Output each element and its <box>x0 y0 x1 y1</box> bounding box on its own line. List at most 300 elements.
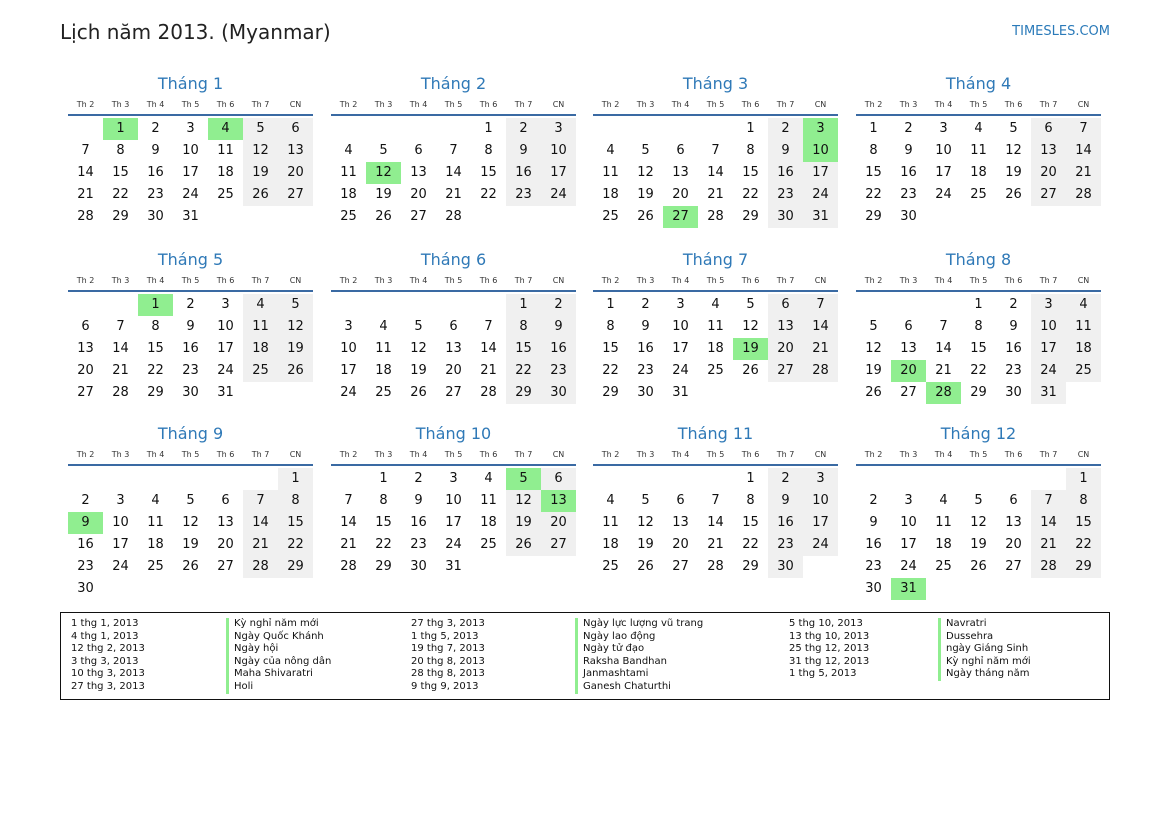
week-row <box>68 118 313 140</box>
day-cell: 3 <box>1031 294 1066 316</box>
week-row <box>856 360 1101 382</box>
day-cell: 25 <box>602 559 619 574</box>
day-cell: 20 <box>891 360 926 382</box>
day-cell: 30 <box>768 556 803 578</box>
day-cell: 28 <box>707 209 724 224</box>
empty-cell <box>926 206 961 228</box>
empty-cell <box>891 468 926 490</box>
empty-cell <box>926 294 961 316</box>
day-cell: 25 <box>147 559 164 574</box>
weekday-header <box>856 446 1101 466</box>
week-row <box>68 184 313 206</box>
day-cell: 22 <box>970 363 987 378</box>
weekday-label: Th 7 <box>776 100 795 109</box>
day-cell: 18 <box>602 537 619 552</box>
week-row <box>331 382 576 404</box>
day-cell: 31 <box>672 385 689 400</box>
day-cell: 7 <box>116 319 125 334</box>
day-cell: 18 <box>1066 338 1101 360</box>
weekday-label: Th 7 <box>251 276 270 285</box>
weekday-header <box>856 272 1101 292</box>
day-cell: 4 <box>484 471 493 486</box>
week-row <box>68 490 313 512</box>
week-row <box>856 512 1101 534</box>
day-cell: 1 <box>1066 468 1101 490</box>
weekday-label: Th 4 <box>934 450 953 459</box>
empty-cell <box>401 294 436 316</box>
day-cell: 6 <box>449 319 458 334</box>
day-cell: 4 <box>711 297 720 312</box>
day-cell: 26 <box>637 559 654 574</box>
empty-cell <box>628 468 663 490</box>
legend-holiday-name: Kỳ nghỉ năm mới <box>938 656 1031 669</box>
day-cell: 10 <box>1031 316 1066 338</box>
day-cell: 22 <box>742 537 759 552</box>
day-cell: 20 <box>278 162 313 184</box>
weekday-label: Th 4 <box>934 100 953 109</box>
day-cell: 28 <box>1031 556 1066 578</box>
month-block <box>331 423 576 578</box>
week-row <box>856 162 1101 184</box>
weekday-label: Th 2 <box>76 276 95 285</box>
weekday-label: Th 3 <box>636 276 655 285</box>
weekday-label: Th 7 <box>514 100 533 109</box>
week-row <box>331 360 576 382</box>
weekday-label: CN <box>552 450 565 459</box>
legend-holiday-name: Ngày hội <box>226 643 331 656</box>
week-row <box>856 556 1101 578</box>
weekday-header <box>331 446 576 466</box>
day-cell: 2 <box>541 294 576 316</box>
weekday-label: Th 3 <box>111 100 130 109</box>
day-cell: 30 <box>410 559 427 574</box>
day-cell: 30 <box>77 581 94 596</box>
day-cell: 6 <box>278 118 313 140</box>
weekday-label: Th 6 <box>1004 100 1023 109</box>
weekday-label: CN <box>814 276 827 285</box>
day-cell: 27 <box>217 559 234 574</box>
weekday-header <box>593 446 838 466</box>
day-cell: 13 <box>1005 515 1022 530</box>
empty-cell <box>1066 578 1101 600</box>
day-cell: 24 <box>112 559 129 574</box>
weekday-label: Th 4 <box>409 450 428 459</box>
day-cell: 23 <box>147 187 164 202</box>
weekday-label: CN <box>552 276 565 285</box>
week-row <box>68 512 313 534</box>
day-cell: 8 <box>746 143 755 158</box>
empty-cell <box>208 468 243 490</box>
weekday-label: Th 3 <box>899 100 918 109</box>
day-cell: 4 <box>151 493 160 508</box>
day-cell: 23 <box>865 559 882 574</box>
day-cell: 27 <box>672 559 689 574</box>
legend-holiday-name: Dussehra <box>938 631 1031 644</box>
day-cell: 24 <box>900 559 917 574</box>
day-cell: 17 <box>541 162 576 184</box>
day-cell: 12 <box>506 490 541 512</box>
day-cell: 14 <box>707 515 724 530</box>
day-cell: 20 <box>672 187 689 202</box>
day-cell: 27 <box>900 385 917 400</box>
day-cell: 14 <box>803 316 838 338</box>
day-cell: 9 <box>506 140 541 162</box>
empty-cell <box>698 468 733 490</box>
day-cell: 21 <box>77 187 94 202</box>
weekday-label: Th 3 <box>374 276 393 285</box>
legend-date: 25 thg 12, 2013 <box>789 643 870 655</box>
day-cell: 7 <box>344 493 353 508</box>
day-cell: 2 <box>869 493 878 508</box>
day-cell: 5 <box>1009 121 1018 136</box>
weekday-label: Th 3 <box>111 450 130 459</box>
legend-date: 4 thg 1, 2013 <box>71 630 139 642</box>
legend-holiday-name: Ganesh Chaturthi <box>575 681 703 694</box>
day-cell: 4 <box>208 118 243 140</box>
weekday-label: Th 2 <box>864 100 883 109</box>
day-cell: 8 <box>151 319 160 334</box>
empty-cell <box>961 578 996 600</box>
day-cell: 6 <box>676 143 685 158</box>
day-cell: 16 <box>768 512 803 534</box>
month-block <box>856 73 1101 228</box>
day-cell: 22 <box>602 363 619 378</box>
day-cell: 31 <box>445 559 462 574</box>
empty-cell <box>436 118 471 140</box>
day-cell: 13 <box>278 140 313 162</box>
weekday-label: Th 4 <box>934 276 953 285</box>
day-cell: 30 <box>900 209 917 224</box>
day-cell: 7 <box>243 490 278 512</box>
weekday-label: Th 6 <box>479 450 498 459</box>
day-cell: 22 <box>506 360 541 382</box>
day-cell: 11 <box>602 165 619 180</box>
day-cell: 3 <box>116 493 125 508</box>
day-cell: 10 <box>112 515 129 530</box>
week-row <box>593 294 838 316</box>
day-cell: 25 <box>970 187 987 202</box>
day-cell: 3 <box>186 121 195 136</box>
week-row <box>593 468 838 490</box>
day-cell: 17 <box>340 363 357 378</box>
day-cell: 19 <box>375 187 392 202</box>
day-cell: 18 <box>217 165 234 180</box>
day-cell: 8 <box>869 143 878 158</box>
day-cell: 20 <box>445 363 462 378</box>
day-cell: 10 <box>935 143 952 158</box>
day-cell: 9 <box>768 140 803 162</box>
legend-date: 1 thg 1, 2013 <box>71 618 139 629</box>
weekday-label: Th 2 <box>864 276 883 285</box>
legend-holiday-name: Ngày lao động <box>575 631 703 644</box>
day-cell: 20 <box>77 363 94 378</box>
day-cell: 26 <box>182 559 199 574</box>
weekday-label: CN <box>1077 100 1090 109</box>
day-cell: 27 <box>1005 559 1022 574</box>
day-cell: 22 <box>742 187 759 202</box>
weekday-label: Th 7 <box>776 450 795 459</box>
day-cell: 1 <box>103 118 138 140</box>
week-row <box>331 140 576 162</box>
empty-cell <box>1066 206 1101 228</box>
day-cell: 8 <box>1066 490 1101 512</box>
day-cell: 31 <box>891 578 926 600</box>
week-row <box>68 534 313 556</box>
day-cell: 1 <box>606 297 615 312</box>
day-cell: 14 <box>935 341 952 356</box>
day-cell: 29 <box>865 209 882 224</box>
day-cell: 2 <box>81 493 90 508</box>
day-cell: 5 <box>974 493 983 508</box>
empty-cell <box>208 578 243 600</box>
week-row <box>68 382 313 404</box>
legend-date: 1 thg 5, 2013 <box>789 668 857 680</box>
legend-holiday-name: Raksha Bandhan <box>575 656 703 669</box>
day-cell: 26 <box>865 385 882 400</box>
day-cell: 5 <box>746 297 755 312</box>
site-link[interactable]: TIMESLES.COM <box>1012 24 1110 39</box>
empty-cell <box>471 206 506 228</box>
empty-cell <box>436 294 471 316</box>
day-cell: 1 <box>379 471 388 486</box>
day-cell: 26 <box>1005 187 1022 202</box>
week-row <box>331 316 576 338</box>
day-cell: 27 <box>77 385 94 400</box>
day-cell: 11 <box>602 515 619 530</box>
week-row <box>856 578 1101 600</box>
month-title: Tháng 10 <box>415 424 492 443</box>
week-row <box>593 162 838 184</box>
day-cell: 14 <box>112 341 129 356</box>
day-cell: 13 <box>672 515 689 530</box>
week-row <box>68 468 313 490</box>
weekday-label: Th 6 <box>741 276 760 285</box>
empty-cell <box>961 468 996 490</box>
day-cell: 17 <box>182 165 199 180</box>
weekday-label: Th 5 <box>706 100 725 109</box>
day-cell: 11 <box>935 515 952 530</box>
day-cell: 2 <box>641 297 650 312</box>
day-cell: 21 <box>340 537 357 552</box>
day-cell: 24 <box>672 363 689 378</box>
day-cell: 4 <box>1066 294 1101 316</box>
empty-cell <box>138 578 173 600</box>
weekday-label: CN <box>552 100 565 109</box>
weekday-label: Th 2 <box>339 450 358 459</box>
day-cell: 8 <box>278 490 313 512</box>
week-row <box>856 184 1101 206</box>
empty-cell <box>278 382 313 404</box>
day-cell: 20 <box>410 187 427 202</box>
day-cell: 1 <box>138 294 173 316</box>
legend-names-column <box>575 618 703 694</box>
week-row <box>331 118 576 140</box>
day-cell: 18 <box>707 341 724 356</box>
day-cell: 21 <box>112 363 129 378</box>
day-cell: 14 <box>340 515 357 530</box>
empty-cell <box>138 468 173 490</box>
weekday-label: Th 5 <box>969 450 988 459</box>
weekday-label: Th 5 <box>706 450 725 459</box>
day-cell: 14 <box>243 512 278 534</box>
empty-cell <box>663 118 698 140</box>
weekday-label: Th 2 <box>601 450 620 459</box>
day-cell: 30 <box>182 385 199 400</box>
day-cell: 11 <box>375 341 392 356</box>
day-cell: 17 <box>1031 338 1066 360</box>
empty-cell <box>243 468 278 490</box>
day-cell: 12 <box>410 341 427 356</box>
day-cell: 13 <box>541 490 576 512</box>
day-cell: 18 <box>243 338 278 360</box>
week-row <box>331 556 576 578</box>
day-cell: 14 <box>1031 512 1066 534</box>
day-cell: 23 <box>506 184 541 206</box>
day-cell: 21 <box>243 534 278 556</box>
day-cell: 18 <box>375 363 392 378</box>
day-cell: 11 <box>707 319 724 334</box>
weekday-label: Th 2 <box>601 100 620 109</box>
weekday-header <box>331 96 576 116</box>
day-cell: 31 <box>803 206 838 228</box>
day-cell: 27 <box>445 385 462 400</box>
empty-cell <box>173 578 208 600</box>
day-cell: 27 <box>410 209 427 224</box>
day-cell: 22 <box>375 537 392 552</box>
day-cell: 8 <box>506 316 541 338</box>
day-cell: 3 <box>803 468 838 490</box>
empty-cell <box>768 382 803 404</box>
weekday-header <box>593 272 838 292</box>
month-title: Tháng 9 <box>157 424 224 443</box>
day-cell: 1 <box>746 471 755 486</box>
day-cell: 29 <box>375 559 392 574</box>
day-cell: 10 <box>672 319 689 334</box>
day-cell: 19 <box>733 338 768 360</box>
empty-cell <box>103 578 138 600</box>
day-cell: 13 <box>900 341 917 356</box>
day-cell: 21 <box>935 363 952 378</box>
day-cell: 13 <box>672 165 689 180</box>
day-cell: 26 <box>970 559 987 574</box>
month-block <box>68 249 313 404</box>
weekday-label: Th 4 <box>409 100 428 109</box>
day-cell: 28 <box>340 559 357 574</box>
day-cell: 16 <box>147 165 164 180</box>
day-cell: 25 <box>340 209 357 224</box>
weekday-label: Th 4 <box>671 276 690 285</box>
day-cell: 16 <box>900 165 917 180</box>
day-cell: 1 <box>974 297 983 312</box>
month-title: Tháng 8 <box>945 250 1012 269</box>
empty-cell <box>471 294 506 316</box>
day-cell: 9 <box>151 143 160 158</box>
weekday-header <box>856 96 1101 116</box>
month-title: Tháng 12 <box>940 424 1017 443</box>
week-row <box>593 118 838 140</box>
weekday-header <box>68 272 313 292</box>
empty-cell <box>1066 382 1101 404</box>
day-cell: 5 <box>379 143 388 158</box>
legend-date: 27 thg 3, 2013 <box>71 680 145 692</box>
legend-date: 9 thg 9, 2013 <box>411 680 479 692</box>
day-cell: 31 <box>182 209 199 224</box>
week-row <box>593 206 838 228</box>
day-cell: 27 <box>1031 184 1066 206</box>
day-cell: 21 <box>445 187 462 202</box>
day-cell: 18 <box>480 515 497 530</box>
legend-names-column <box>226 618 331 694</box>
legend-dates-column <box>789 618 869 681</box>
weekday-header <box>68 446 313 466</box>
day-cell: 20 <box>672 537 689 552</box>
day-cell: 5 <box>641 143 650 158</box>
empty-cell <box>278 206 313 228</box>
weekday-label: Th 6 <box>479 100 498 109</box>
day-cell: 30 <box>1005 385 1022 400</box>
day-cell: 12 <box>366 162 401 184</box>
day-cell: 28 <box>480 385 497 400</box>
legend-holiday-name: Janmashtami <box>575 668 703 681</box>
empty-cell <box>208 206 243 228</box>
week-row <box>68 206 313 228</box>
weekday-label: Th 5 <box>706 276 725 285</box>
day-cell: 12 <box>970 515 987 530</box>
day-cell: 21 <box>480 363 497 378</box>
day-cell: 6 <box>414 143 423 158</box>
week-row <box>593 140 838 162</box>
day-cell: 6 <box>768 294 803 316</box>
day-cell: 1 <box>746 121 755 136</box>
day-cell: 29 <box>278 556 313 578</box>
weekday-label: Th 5 <box>181 276 200 285</box>
weekday-label: Th 5 <box>444 100 463 109</box>
day-cell: 16 <box>637 341 654 356</box>
day-cell: 1 <box>869 121 878 136</box>
day-cell: 26 <box>278 360 313 382</box>
day-cell: 8 <box>746 493 755 508</box>
week-row <box>331 294 576 316</box>
month-block <box>856 423 1101 600</box>
weekday-label: Th 4 <box>146 100 165 109</box>
weekday-label: Th 6 <box>741 100 760 109</box>
day-cell: 17 <box>217 341 234 356</box>
day-cell: 21 <box>803 338 838 360</box>
day-cell: 21 <box>707 187 724 202</box>
week-row <box>593 382 838 404</box>
weekday-label: Th 3 <box>899 276 918 285</box>
day-cell: 23 <box>541 360 576 382</box>
day-cell: 27 <box>278 184 313 206</box>
empty-cell <box>68 468 103 490</box>
week-row <box>68 578 313 600</box>
day-cell: 22 <box>480 187 497 202</box>
day-cell: 19 <box>278 338 313 360</box>
weekday-label: CN <box>289 450 302 459</box>
day-cell: 13 <box>77 341 94 356</box>
day-cell: 30 <box>541 382 576 404</box>
legend-names-column <box>938 618 1031 681</box>
day-cell: 10 <box>340 341 357 356</box>
weekday-label: Th 2 <box>864 450 883 459</box>
day-cell: 7 <box>449 143 458 158</box>
day-cell: 30 <box>637 385 654 400</box>
weekday-header <box>331 272 576 292</box>
day-cell: 4 <box>243 294 278 316</box>
day-cell: 3 <box>904 493 913 508</box>
day-cell: 10 <box>900 515 917 530</box>
week-row <box>593 184 838 206</box>
